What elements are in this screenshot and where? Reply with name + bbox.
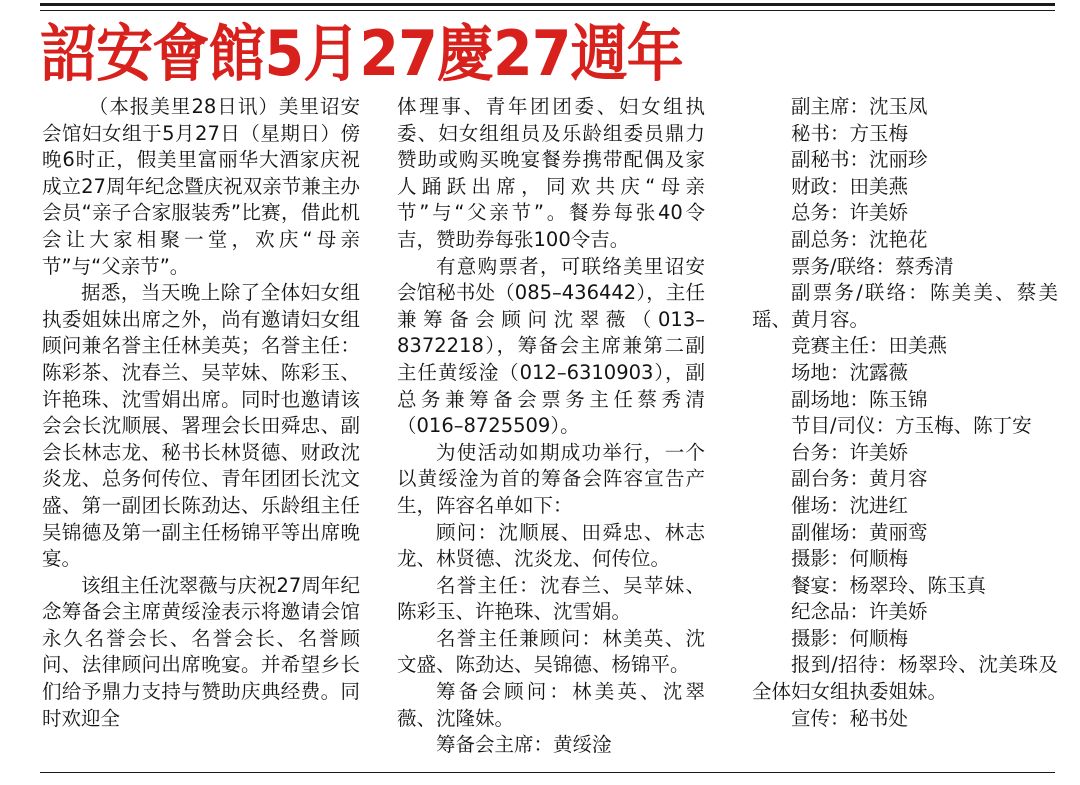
roster-entry: 台务：许美娇 xyxy=(791,440,909,464)
roster-entry: 报到/招待：杨翠玲、沈美珠及全体妇女组执委姐妹。 xyxy=(752,653,1058,704)
paragraph: 为使活动如期成功举行，一个以黄绥淦为首的筹备会阵容宣告产生，阵容名单如下： xyxy=(397,440,705,517)
top-rule xyxy=(40,3,1055,6)
roster-entry: 秘书：方玉梅 xyxy=(791,121,909,145)
roster-entry: 催场：沈进红 xyxy=(791,493,909,517)
roster-entry: 副总务：沈艳花 xyxy=(791,227,928,251)
roster-entry: 摄影：何顺梅 xyxy=(791,626,909,650)
roster-entry: 场地：沈露薇 xyxy=(791,360,909,384)
roster-entry: 顾问：沈顺展、田舜忠、林志龙、林贤德、沈炎龙、何传位。 xyxy=(397,520,705,571)
roster-entry: 副场地：陈玉锦 xyxy=(791,387,928,411)
paragraph: 体理事、青年团团委、妇女组执委、妇女组组员及乐龄组委员鼎力赞助或购买晚宴餐券携带配偶及家人踊跃出席，同欢共庆“母亲节”与“父亲节”。餐券每张40令吉，赞助券每张100令吉。 xyxy=(397,95,705,251)
roster-entry: 副票务/联络：陈美美、蔡美瑶、黄月容。 xyxy=(752,281,1058,331)
roster-entry: 节目/司仪：方玉梅、陈丁安 xyxy=(791,414,1032,438)
roster-entry: 摄影：何顺梅 xyxy=(791,547,909,571)
roster-entry: 副台务：黄月容 xyxy=(791,467,928,491)
roster-entry: 宣传：秘书处 xyxy=(791,706,909,730)
roster-entry: 筹备会顾问：林美英、沈翠薇、沈隆妹。 xyxy=(397,680,705,730)
paragraph: 据悉，当天晚上除了全体妇女组执委姐妹出席之外，尚有邀请妇女组顾问兼名誉主任林美英；名誉主任：陈彩茶、沈春兰、吴苹妹、陈彩玉、许艳珠、沈雪娟出席。同时也邀请该会会长沈顺展、署理会长田舜忠、副会长林志龙、秘书长林贤德、财政沈炎龙、总务何传位、青年团团长沈文盛、第一副团长陈劲达、乐龄组主任吴锦德及第一副主任杨锦平等出席晚宴。 xyxy=(42,281,360,571)
roster-entry: 纪念品：许美娇 xyxy=(791,600,928,624)
roster-entry: 筹备会主席：黄绥淦 xyxy=(436,733,612,757)
paragraph-lead: （本报美里28日讯）美里诏安会馆妇女组于5月27日（星期日）傍晚6时正，假美里富丽华大酒家庆祝成立27周年纪念暨庆祝双亲节兼主办会员“亲子合家服装秀”比赛，借此机会让大家相聚一堂，欢庆“母亲节”与“父亲节”。 xyxy=(42,95,360,278)
paragraph: 有意购票者，可联络美里诏安会馆秘书处（085–436442），主任兼筹备会顾问沈翠薇（013–8372218），筹备会主席兼第二副主任黄绥淦（012–6310903），副总务兼筹备会票务主任蔡秀清（016–8725509）。 xyxy=(397,254,705,438)
article-column-3 xyxy=(752,94,1058,732)
article-column-1 xyxy=(42,94,360,732)
roster-entry: 副催场：黄丽鸾 xyxy=(791,520,928,544)
top-rule-thin xyxy=(40,10,1055,11)
roster-entry: 竞赛主任：田美燕 xyxy=(791,334,948,358)
roster-entry: 名誉主任：沈春兰、吴苹妹、陈彩玉、许艳珠、沈雪娟。 xyxy=(397,573,705,624)
roster-entry: 总务：许美娇 xyxy=(791,201,909,225)
roster-entry: 票务/联络：蔡秀清 xyxy=(791,254,954,278)
paragraph: 该组主任沈翠薇与庆祝27周年纪念筹备会主席黄绥淦表示将邀请会馆永久名誉会长、名誉会长、名誉顾问、法律顾问出席晚宴。并希望乡长们给予鼎力支持与赞助庆典经费。同时欢迎全 xyxy=(42,573,360,730)
roster-entry: 财政：田美燕 xyxy=(791,174,909,198)
roster-entry: 副秘书：沈丽珍 xyxy=(791,148,928,172)
headline: 詔安會館5月27慶27週年 xyxy=(40,17,683,90)
article-column-2 xyxy=(397,94,705,759)
bottom-rule xyxy=(40,772,1055,773)
roster-entry: 副主席：沈玉凤 xyxy=(791,95,928,118)
roster-entry: 餐宴：杨翠玲、陈玉真 xyxy=(791,573,987,597)
roster-entry: 名誉主任兼顾问：林美英、沈文盛、陈劲达、吴锦德、杨锦平。 xyxy=(397,626,705,677)
